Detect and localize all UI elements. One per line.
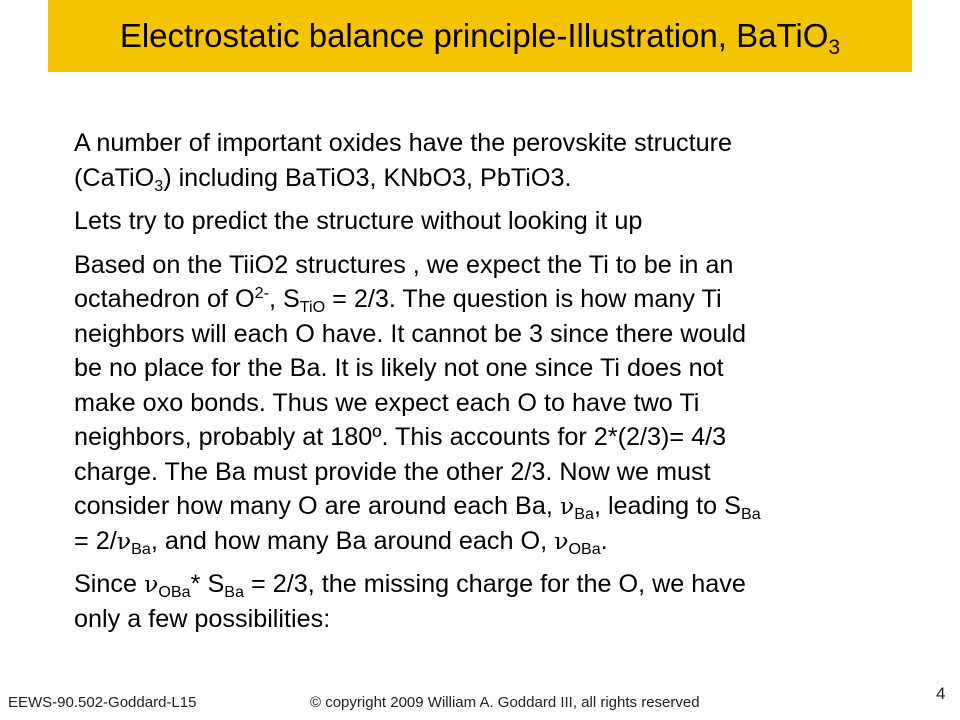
slide-title: Electrostatic balance principle-Illustration, BaTiO$_3$	[119, 17, 841, 59]
slide-body	[74, 126, 934, 645]
paragraph-possibilities: Since $\nu_{OBa}*$ $S_{Ba} = 2/3$, the missing charge for the O, we have only a few possibilities:	[74, 570, 746, 633]
footer-course-id: EEWS-90.502-Goddard-L15	[8, 694, 197, 711]
paragraph-predict: Lets try to predict the structure without looking it up	[74, 207, 643, 235]
footer-copyright: © copyright 2009 William A. Goddard III, all rights reserved	[310, 694, 700, 711]
paragraph-reasoning: Based on the TiiO2 structures , we expect the Ti to be in an octahedron of $O^{2-}$, $S_{TiO} = 2/3$. The question is how many Ti neighbors will each O have. It cannot be 3 since there would be no place for the Ba. It is likely not one since Ti does not make oxo bonds. Thus we expect each O to have two Ti neighbors, probably at 180º. This accounts for 2*(2/3)= 4/3 charge. The Ba must provide the other 2/3. Now we must consider how many O are around each Ba, $\nu_{Ba}$, leading to $S_{Ba}$ = $2/\nu_{Ba}$, and how many Ba around each O, $\nu_{OBa}$.	[74, 250, 761, 558]
title-bar	[48, 0, 912, 72]
page-number: 4	[936, 684, 946, 703]
paragraph-perovskite: A number of important oxides have the perovskite structure (CaTiO$_3$) including BaTiO3, KNbO3, PbTiO3.	[74, 129, 733, 195]
